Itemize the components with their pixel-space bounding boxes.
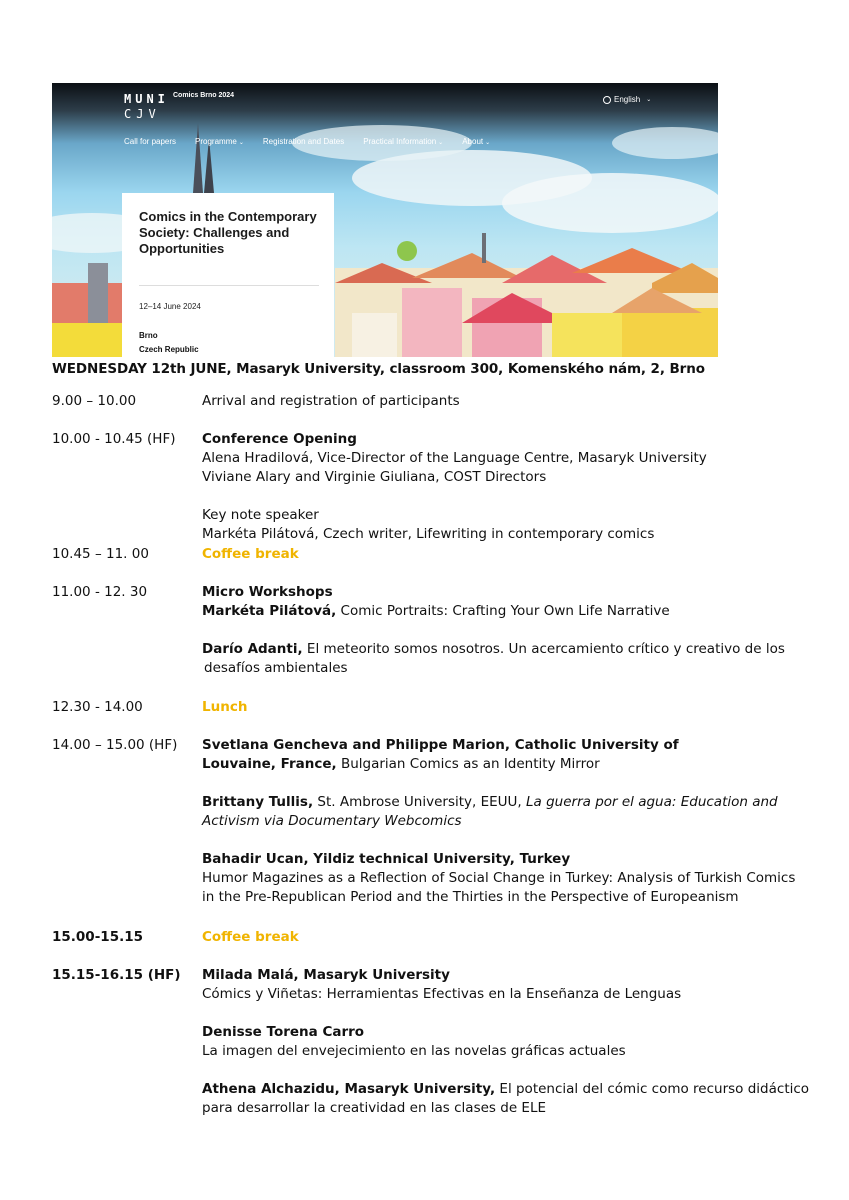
header-banner — [52, 83, 718, 357]
chevron-down-icon: ⌄ — [485, 140, 491, 146]
talk-title: El potencial del cómic como recurso didáctico — [495, 1081, 810, 1097]
nav-call-for-papers[interactable]: Call for papers — [124, 137, 177, 146]
slot-content — [202, 392, 817, 411]
slot-content — [202, 928, 817, 947]
slot-line: Alena Hradilová, Vice-Director of the Language Centre, Masaryk University — [202, 450, 707, 466]
talk-title: El meteorito somos nosotros. Un acercamiento crítico y creativo de los — [302, 641, 785, 657]
event-title: Comics in the Contemporary Society: Challenges and Opportunities — [139, 209, 317, 256]
speaker-name: Svetlana Gencheva and Philippe Marion, Catholic University of — [202, 737, 679, 753]
slot-time: 11.00 - 12. 30 — [52, 584, 148, 600]
talk-title-cont: desafíos ambientales — [204, 660, 348, 676]
nav-about-label: About — [462, 137, 484, 146]
speaker-name: Markéta Pilátová, — [202, 603, 337, 619]
slot-content — [202, 736, 817, 907]
talk-title-cont: in the Pre-Republican Period and the Thirties in the Perspective of Europeanism — [202, 889, 739, 905]
talk-entry — [202, 793, 817, 812]
slot-content — [202, 430, 817, 544]
talk-title: La guerra por el agua: Education and — [526, 794, 778, 810]
slot-text: Arrival and registration of participants — [202, 393, 460, 409]
slot-content — [202, 966, 817, 1118]
logo-line-2: CJV — [124, 107, 161, 121]
language-selector[interactable] — [603, 95, 651, 104]
muni-logo[interactable] — [124, 92, 169, 122]
slot-line: Viviane Alary and Virginie Giuliana, COST Directors — [202, 469, 547, 485]
speaker-name: Bahadir Ucan, Yildiz technical University, Turkey — [202, 851, 571, 867]
speaker-name: Louvaine, France, — [202, 756, 337, 772]
talk-title: Cómics y Viñetas: Herramientas Efectivas en la Enseñanza de Lenguas — [202, 986, 682, 1002]
site-name: Comics Brno 2024 — [173, 92, 235, 99]
nav-registration[interactable]: Registration and Dates — [262, 137, 345, 146]
speaker-name: Athena Alchazidu, Masaryk University, — [202, 1081, 496, 1097]
chevron-down-icon: ⌄ — [646, 97, 652, 103]
event-info-card — [122, 193, 334, 357]
talk-title: Comic Portraits: Crafting Your Own Life Narrative — [336, 603, 670, 619]
slot-time: 14.00 – 15.00 (HF) — [52, 737, 178, 753]
language-label: English — [614, 95, 641, 104]
globe-icon — [603, 96, 611, 104]
workshop-entry — [202, 640, 817, 659]
coffee-break-label: Coffee break — [202, 929, 299, 945]
divider — [139, 285, 319, 286]
slot-time: 15.15-16.15 (HF) — [52, 967, 181, 983]
logo-line-1: MUNI — [124, 92, 169, 106]
slot-time: 10.00 - 10.45 (HF) — [52, 431, 176, 447]
nav-programme[interactable] — [195, 137, 244, 146]
main-nav — [124, 137, 509, 146]
speaker-name: Milada Malá, Masaryk University — [202, 967, 450, 983]
slot-content — [202, 545, 817, 564]
slot-content — [202, 698, 817, 717]
slot-time: 10.45 – 11. 00 — [52, 546, 149, 562]
chevron-down-icon: ⌄ — [238, 140, 244, 146]
speaker-name: Denisse Torena Carro — [202, 1024, 365, 1040]
slot-time: 12.30 - 14.00 — [52, 699, 143, 715]
talk-title-cont: para desarrollar la creatividad en las clases de ELE — [202, 1100, 546, 1116]
keynote-label: Key note speaker — [202, 507, 319, 523]
keynote-speaker: Markéta Pilátová, Czech writer, Lifewriting in contemporary comics — [202, 526, 655, 542]
slot-title: Micro Workshops — [202, 584, 333, 600]
workshop-entry — [202, 602, 817, 621]
event-city: Brno — [139, 331, 158, 340]
nav-about[interactable] — [462, 137, 490, 146]
slot-time: 15.00-15.15 — [52, 929, 144, 945]
talk-title: Humor Magazines as a Reflection of Social Change in Turkey: Analysis of Turkish Comics — [202, 870, 796, 886]
lunch-label: Lunch — [202, 699, 248, 715]
chevron-down-icon: ⌄ — [438, 140, 444, 146]
speaker-affiliation: St. Ambrose University, EEUU, — [313, 794, 527, 810]
talk-title-cont: Activism via Documentary Webcomics — [202, 813, 462, 829]
event-dates: 12–14 June 2024 — [139, 302, 201, 311]
slot-title: Conference Opening — [202, 431, 357, 447]
talk-title: Bulgarian Comics as an Identity Mirror — [336, 756, 600, 772]
speaker-name: Darío Adanti, — [202, 641, 303, 657]
talk-entry — [202, 755, 817, 774]
event-country: Czech Republic — [139, 345, 199, 354]
day-heading: WEDNESDAY 12th JUNE, Masaryk University, classroom 300, Komenského nám, 2, Brno — [52, 361, 705, 377]
nav-practical-info-label: Practical Information — [363, 137, 437, 146]
event-location — [139, 329, 199, 357]
talk-entry — [202, 1080, 817, 1099]
speaker-name: Brittany Tullis, — [202, 794, 314, 810]
nav-programme-label: Programme — [195, 137, 237, 146]
slot-time: 9.00 – 10.00 — [52, 393, 137, 409]
nav-practical-info[interactable] — [363, 137, 443, 146]
talk-title: La imagen del envejecimiento en las novelas gráficas actuales — [202, 1043, 626, 1059]
coffee-break-label: Coffee break — [202, 546, 299, 562]
slot-content — [202, 583, 817, 678]
